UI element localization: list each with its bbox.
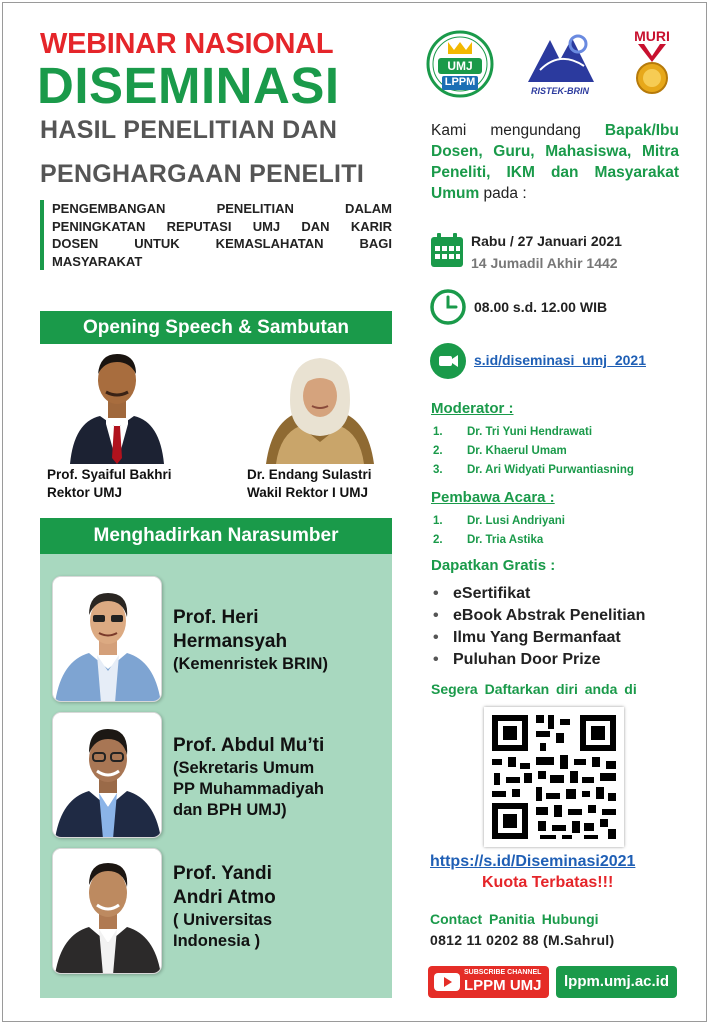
youtube-channel-name: LPPM UMJ <box>464 977 542 994</box>
pembawa-acara-list <box>433 512 565 550</box>
speaker-name: Andri Atmo <box>173 887 276 908</box>
speaker-name: Prof. Yandi <box>173 863 272 884</box>
narasumber-1 <box>173 606 328 675</box>
speaker-affiliation: PP Muhammadiyah <box>173 780 324 798</box>
title-webinar-nasional: WEBINAR NASIONAL <box>40 28 334 60</box>
lppm-logo-text: LPPM <box>444 76 476 88</box>
list-item: • Ilmu Yang Bermanfaat <box>433 627 645 649</box>
list-item: • eSertifikat <box>433 583 645 605</box>
avatar <box>53 577 162 702</box>
avatar <box>70 348 164 464</box>
moderator-title: Moderator : <box>431 400 514 417</box>
benefits-list <box>433 583 645 671</box>
youtube-subscribe-text: SUBSCRIBE CHANNEL <box>464 969 542 976</box>
speaker-role: Wakil Rektor I UMJ <box>247 485 369 500</box>
contact-phone: 0812 11 0202 88 (M.Sahrul) <box>430 932 615 948</box>
list-item: 2. Dr. Khaerul Umam <box>433 445 567 457</box>
speaker-name: Prof. Abdul Mu’ti <box>173 735 325 756</box>
contact-label: Contact Panitia Hubungi <box>430 911 599 927</box>
opening-speaker-2 <box>247 466 372 502</box>
avatar <box>53 713 162 838</box>
speaker-affiliation: Indonesia ) <box>173 932 261 950</box>
opening-speech-header: Opening Speech & Sambutan <box>40 311 392 344</box>
youtube-icon <box>434 973 460 991</box>
quota-notice: Kuota Terbatas!!! <box>482 874 614 891</box>
benefits-title: Dapatkan Gratis : <box>431 557 556 574</box>
speaker-affiliation: ( Universitas <box>173 911 273 929</box>
narasumber-3 <box>173 862 276 952</box>
avatar <box>266 350 374 464</box>
ristek-brin-logo <box>520 30 600 98</box>
umj-logo-text: UMJ <box>447 59 473 73</box>
register-cta: Segera Daftarkan diri anda di <box>431 681 637 697</box>
event-time: 08.00 s.d. 12.00 WIB <box>474 299 608 315</box>
narasumber-photo-card <box>52 576 162 702</box>
list-item: 1. Dr. Tri Yuni Hendrawati <box>433 426 593 438</box>
invitation-text <box>431 120 679 204</box>
speaker-affiliation: (Sekretaris Umum <box>173 759 315 777</box>
speaker-name: Dr. Endang Sulastri <box>247 467 372 482</box>
invitation-intro: Kami mengundang <box>431 122 581 139</box>
event-date: Rabu / 27 Januari 2021 <box>471 233 622 249</box>
clock-icon <box>429 288 467 326</box>
title-hasil-penelitian: HASIL PENELITIAN DAN <box>40 116 338 144</box>
website-button[interactable]: lppm.umj.ac.id <box>556 966 677 998</box>
calendar-icon <box>430 232 464 268</box>
speaker-name: Hermansyah <box>173 631 288 652</box>
list-item: • eBook Abstrak Penelitian <box>433 605 645 627</box>
video-icon <box>430 343 466 379</box>
invitation-suffix: pada : <box>483 185 527 202</box>
speaker-affiliation: dan BPH UMJ) <box>173 801 287 819</box>
theme-line: PENGEMBANGAN PENELITIAN DALAM <box>52 201 392 216</box>
opening-speaker-1 <box>47 466 172 502</box>
theme-line: MASYARAKAT <box>52 253 143 269</box>
umj-lppm-logo <box>426 30 494 98</box>
muri-logo-text: MURI <box>634 28 670 44</box>
title-penghargaan: PENGHARGAAN PENELITI <box>40 160 365 188</box>
zoom-link[interactable]: s.id/diseminasi_umj_2021 <box>474 352 646 368</box>
ristek-logo-text: RISTEK-BRIN <box>531 86 589 96</box>
speaker-role: Rektor UMJ <box>47 485 123 500</box>
narasumber-2 <box>173 734 324 821</box>
list-item: 3. Dr. Ari Widyati Purwantiasning <box>433 464 634 476</box>
registration-link[interactable]: https://s.id/Diseminasi2021 <box>430 853 636 870</box>
narasumber-header: Menghadirkan Narasumber <box>40 518 392 554</box>
title-diseminasi: DISEMINASI <box>37 57 340 114</box>
speaker-name: Prof. Heri <box>173 607 259 628</box>
speaker-name: Prof. Syaiful Bakhri <box>47 467 172 482</box>
youtube-channel-button[interactable] <box>428 966 549 998</box>
theme-text <box>40 200 392 270</box>
muri-logo <box>624 28 680 100</box>
theme-line: PENINGKATAN REPUTASI UMJ DAN KARIR <box>52 218 392 234</box>
narasumber-photo-card <box>52 848 162 974</box>
narasumber-photo-card <box>52 712 162 838</box>
speaker-affiliation: (Kemenristek BRIN) <box>173 655 328 673</box>
event-hijri-date: 14 Jumadil Akhir 1442 <box>471 255 618 271</box>
list-item: 1. Dr. Lusi Andriyani <box>433 515 565 527</box>
moderator-list <box>433 423 634 480</box>
invitation-audience: Bapak/Ibu Dosen, Guru, Mahasiswa, Mitra Peneliti, IKM dan Masyarakat Umum <box>431 122 679 202</box>
list-item: 2. Dr. Tria Astika <box>433 534 544 546</box>
qr-code[interactable] <box>484 707 624 847</box>
theme-line: DOSEN UNTUK KEMASLAHATAN BAGI <box>52 236 392 251</box>
pembawa-acara-title: Pembawa Acara : <box>431 489 555 506</box>
list-item: • Puluhan Door Prize <box>433 649 645 671</box>
avatar <box>53 849 162 974</box>
